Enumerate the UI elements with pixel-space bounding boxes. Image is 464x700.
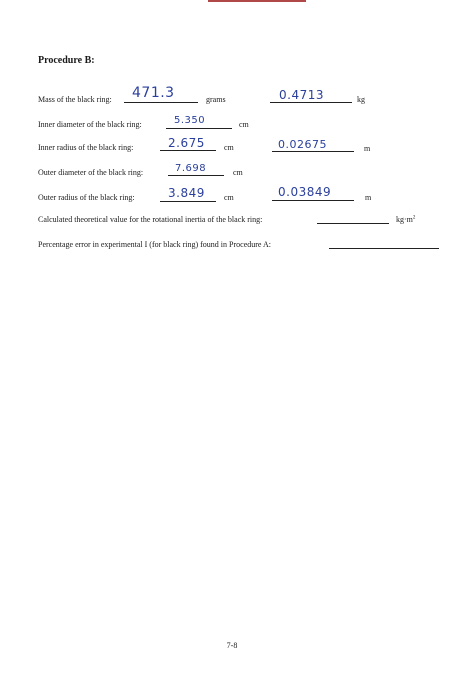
outer-radius-si-blank — [272, 200, 354, 201]
inner-radius-label: Inner radius of the black ring: — [38, 143, 134, 152]
mass-blank — [124, 102, 198, 103]
inner-radius-unit: cm — [224, 143, 234, 152]
outer-radius-si-value: 0.03849 — [278, 185, 332, 199]
outer-diameter-label: Outer diameter of the black ring: — [38, 168, 144, 177]
percent-error-blank — [329, 248, 439, 249]
outer-radius-unit: cm — [224, 193, 234, 202]
inner-radius-si-blank — [272, 151, 354, 152]
theoretical-blank — [317, 223, 389, 224]
mass-si-unit: kg — [357, 95, 365, 104]
outer-radius-value: 3.849 — [168, 186, 205, 200]
outer-diameter-unit: cm — [233, 168, 243, 177]
inner-diameter-label: Inner diameter of the black ring: — [38, 120, 142, 129]
page-number: 7-8 — [226, 641, 238, 650]
outer-radius-blank — [160, 201, 216, 202]
mass-label: Mass of the black ring: — [38, 95, 112, 104]
mass-si-blank — [270, 102, 352, 103]
outer-radius-si-unit: m — [365, 193, 372, 202]
theoretical-unit: $kg\cdot m^2$ — [396, 215, 416, 224]
outer-diameter-value: 7.698 — [175, 163, 207, 174]
mass-value: 471.3 — [132, 85, 175, 101]
theoretical-label: Calculated theoretical value for the rotational inertia of the black ring: — [38, 215, 263, 224]
outer-diameter-blank — [168, 175, 224, 176]
procedure-heading: Procedure B: — [38, 55, 95, 66]
inner-radius-value: 2.675 — [168, 136, 205, 150]
percent-error-label: Percentage error in experimental I (for black ring) found in Procedure A: — [38, 240, 272, 249]
mass-si-value: 0.4713 — [279, 88, 324, 102]
mass-unit: grams — [206, 95, 226, 104]
outer-radius-label: Outer radius of the black ring: — [38, 193, 135, 202]
inner-diameter-blank — [166, 128, 232, 129]
inner-diameter-value: 5.350 — [174, 115, 206, 126]
inner-radius-blank — [160, 150, 216, 151]
inner-radius-si-unit: m — [364, 144, 371, 153]
inner-radius-si-value: 0.02675 — [278, 138, 327, 151]
top-edge-mark — [208, 0, 306, 2]
inner-diameter-unit: cm — [239, 120, 249, 129]
